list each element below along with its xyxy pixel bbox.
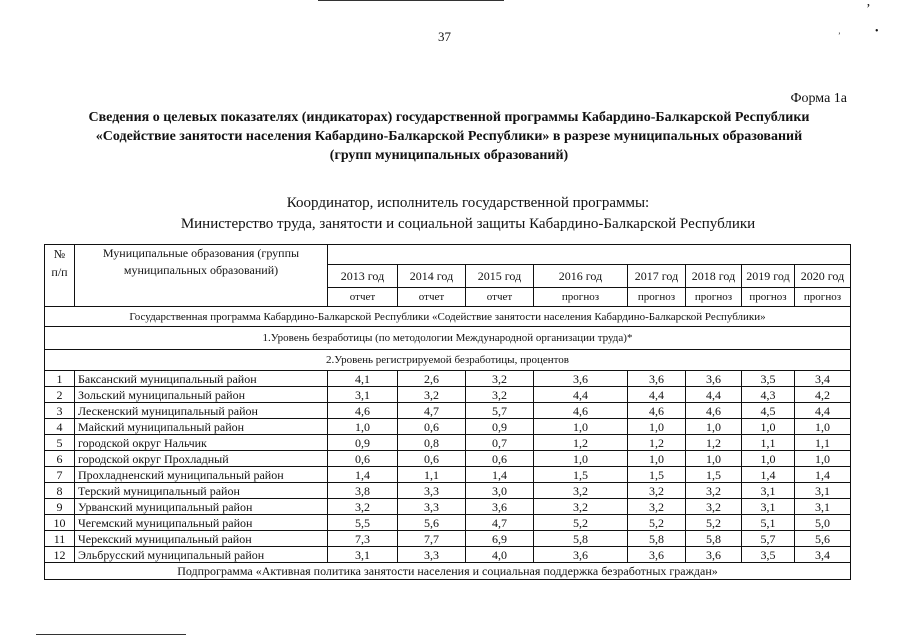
municipality-name: Урванский муниципальный район xyxy=(75,499,328,515)
program-row: Государственная программа Кабардино-Балкарской Республики «Содействие занятости населения Кабардино-Балкарской Республики» xyxy=(45,307,851,327)
value-cell: 3,2 xyxy=(466,371,534,387)
row-number: 4 xyxy=(45,419,75,435)
value-cell: 0,9 xyxy=(328,435,398,451)
table-row xyxy=(45,483,851,499)
status-header: отчет xyxy=(398,288,466,307)
value-cell: 2,6 xyxy=(398,371,466,387)
value-cell: 4,6 xyxy=(628,403,686,419)
value-cell: 5,2 xyxy=(628,515,686,531)
year-header: 2014 год xyxy=(398,265,466,288)
table-body xyxy=(45,245,851,580)
table-row xyxy=(45,531,851,547)
value-cell: 0,6 xyxy=(328,451,398,467)
municipality-name: Майский муниципальный район xyxy=(75,419,328,435)
value-cell: 1,5 xyxy=(628,467,686,483)
value-cell: 4,6 xyxy=(686,403,742,419)
value-cell: 4,5 xyxy=(742,403,795,419)
value-cell: 3,2 xyxy=(686,499,742,515)
indicators-table xyxy=(44,244,851,580)
value-cell: 3,4 xyxy=(795,371,851,387)
row-number: 3 xyxy=(45,403,75,419)
page-number: 37 xyxy=(438,29,451,44)
value-cell: 3,3 xyxy=(398,483,466,499)
value-cell: 5,8 xyxy=(628,531,686,547)
status-header: прогноз xyxy=(795,288,851,307)
value-cell: 1,4 xyxy=(466,467,534,483)
value-cell: 5,6 xyxy=(398,515,466,531)
value-cell: 5,7 xyxy=(466,403,534,419)
value-cell: 3,8 xyxy=(328,483,398,499)
value-cell: 1,4 xyxy=(742,467,795,483)
municipality-name: Чегемский муниципальный район xyxy=(75,515,328,531)
subprogram-row: Подпрограмма «Активная политика занятости населения и социальная поддержка безработных граждан» xyxy=(45,563,851,580)
value-cell: 5,7 xyxy=(742,531,795,547)
value-cell: 4,4 xyxy=(628,387,686,403)
value-cell: 1,0 xyxy=(795,419,851,435)
value-cell: 5,6 xyxy=(795,531,851,547)
municipality-name: Черекский муниципальный район xyxy=(75,531,328,547)
status-header: отчет xyxy=(328,288,398,307)
row-number: 8 xyxy=(45,483,75,499)
title-line: (групп муниципальных образований) xyxy=(329,148,569,163)
value-cell: 5,2 xyxy=(686,515,742,531)
year-header: 2017 год xyxy=(628,265,686,288)
value-cell: 3,6 xyxy=(686,547,742,563)
value-cell: 4,0 xyxy=(466,547,534,563)
value-cell: 5,1 xyxy=(742,515,795,531)
value-cell: 1,0 xyxy=(742,451,795,467)
value-cell: 0,7 xyxy=(466,435,534,451)
value-cell: 3,6 xyxy=(534,371,628,387)
value-cell: 6,9 xyxy=(466,531,534,547)
table-row xyxy=(45,515,851,531)
value-cell: 3,2 xyxy=(534,483,628,499)
value-cell: 3,2 xyxy=(534,499,628,515)
value-cell: 1,1 xyxy=(795,435,851,451)
value-cell: 3,1 xyxy=(795,483,851,499)
table-row xyxy=(45,371,851,387)
coordinator-line: Министерство труда, занятости и социальной защиты Кабардино-Балкарской Республики xyxy=(180,216,756,232)
table-row xyxy=(45,499,851,515)
top-rule xyxy=(318,0,504,1)
title-line: Сведения о целевых показателях (индикаторах) государственной программы Кабардино-Балкарской Республики xyxy=(88,110,810,125)
municipality-name: Лескенский муниципальный район xyxy=(75,403,328,419)
value-cell: 5,8 xyxy=(534,531,628,547)
value-cell: 3,1 xyxy=(742,483,795,499)
value-cell: 1,5 xyxy=(686,467,742,483)
value-cell: 3,4 xyxy=(795,547,851,563)
value-cell: 3,1 xyxy=(795,499,851,515)
value-cell: 0,8 xyxy=(398,435,466,451)
municipality-name: Баксанский муниципальный район xyxy=(75,371,328,387)
scan-mark: • xyxy=(875,26,879,37)
table-row xyxy=(45,451,851,467)
value-cell: 4,6 xyxy=(534,403,628,419)
value-cell: 4,4 xyxy=(795,403,851,419)
coordinator-block xyxy=(20,193,905,235)
value-cell: 3,1 xyxy=(328,387,398,403)
table-row xyxy=(45,419,851,435)
year-header: 2020 год xyxy=(795,265,851,288)
value-cell: 1,0 xyxy=(742,419,795,435)
value-cell: 5,5 xyxy=(328,515,398,531)
value-cell: 3,2 xyxy=(628,499,686,515)
value-cell: 3,1 xyxy=(742,499,795,515)
form-label: Форма 1а xyxy=(790,91,847,106)
status-header: прогноз xyxy=(534,288,628,307)
coordinator-line: Координатор, исполнитель государственной программы: xyxy=(286,195,650,211)
value-cell: 3,1 xyxy=(328,547,398,563)
municipality-name: Терский муниципальный район xyxy=(75,483,328,499)
year-header: 2019 год xyxy=(742,265,795,288)
value-cell: 1,2 xyxy=(534,435,628,451)
value-cell: 3,2 xyxy=(628,483,686,499)
value-cell: 0,9 xyxy=(466,419,534,435)
municipality-name: городской округ Прохладный xyxy=(75,451,328,467)
value-cell: 3,0 xyxy=(466,483,534,499)
value-cell: 1,0 xyxy=(534,419,628,435)
value-cell: 4,2 xyxy=(795,387,851,403)
value-cell: 1,0 xyxy=(534,451,628,467)
value-cell: 4,7 xyxy=(398,403,466,419)
header-years-group xyxy=(328,245,851,265)
table-row xyxy=(45,467,851,483)
table-row xyxy=(45,403,851,419)
value-cell: 3,5 xyxy=(742,547,795,563)
indicator-1-row: 1.Уровень безработицы (по методологии Международной организации труда)* xyxy=(45,327,851,350)
value-cell: 3,6 xyxy=(534,547,628,563)
value-cell: 1,0 xyxy=(328,419,398,435)
value-cell: 1,0 xyxy=(628,451,686,467)
municipality-name: городской округ Нальчик xyxy=(75,435,328,451)
row-number: 5 xyxy=(45,435,75,451)
table-row xyxy=(45,547,851,563)
value-cell: 4,4 xyxy=(534,387,628,403)
value-cell: 1,1 xyxy=(398,467,466,483)
year-header: 2015 год xyxy=(466,265,534,288)
municipality-name: Зольский муниципальный район xyxy=(75,387,328,403)
value-cell: 4,1 xyxy=(328,371,398,387)
row-number: 6 xyxy=(45,451,75,467)
bottom-rule xyxy=(36,634,186,635)
row-number: 11 xyxy=(45,531,75,547)
municipality-name: Эльбрусский муниципальный район xyxy=(75,547,328,563)
table-row xyxy=(45,435,851,451)
value-cell: 3,6 xyxy=(686,371,742,387)
value-cell: 5,8 xyxy=(686,531,742,547)
value-cell: 1,5 xyxy=(534,467,628,483)
value-cell: 1,0 xyxy=(628,419,686,435)
value-cell: 0,6 xyxy=(398,419,466,435)
row-number: 2 xyxy=(45,387,75,403)
value-cell: 1,2 xyxy=(628,435,686,451)
value-cell: 1,0 xyxy=(686,419,742,435)
scan-mark: ’ xyxy=(838,31,841,40)
value-cell: 0,6 xyxy=(398,451,466,467)
year-header: 2018 год xyxy=(686,265,742,288)
value-cell: 3,2 xyxy=(328,499,398,515)
value-cell: 7,7 xyxy=(398,531,466,547)
value-cell: 7,3 xyxy=(328,531,398,547)
value-cell: 3,6 xyxy=(466,499,534,515)
value-cell: 4,4 xyxy=(686,387,742,403)
indicator-2-row: 2.Уровень регистрируемой безработицы, процентов xyxy=(45,350,851,371)
year-header: 2016 год xyxy=(534,265,628,288)
value-cell: 3,5 xyxy=(742,371,795,387)
value-cell: 3,2 xyxy=(398,387,466,403)
header-number: № п/п xyxy=(45,245,75,307)
row-number: 7 xyxy=(45,467,75,483)
header-municipality: Муниципальные образования (группы муниципальных образований) xyxy=(75,245,328,307)
scan-mark: ’ xyxy=(866,2,871,17)
value-cell: 0,6 xyxy=(466,451,534,467)
value-cell: 1,4 xyxy=(328,467,398,483)
row-number: 1 xyxy=(45,371,75,387)
value-cell: 4,7 xyxy=(466,515,534,531)
table-row xyxy=(45,387,851,403)
value-cell: 3,6 xyxy=(628,547,686,563)
status-header: прогноз xyxy=(686,288,742,307)
value-cell: 4,6 xyxy=(328,403,398,419)
value-cell: 3,3 xyxy=(398,499,466,515)
value-cell: 5,2 xyxy=(534,515,628,531)
value-cell: 5,0 xyxy=(795,515,851,531)
municipality-name: Прохладненский муниципальный район xyxy=(75,467,328,483)
document-title xyxy=(20,108,878,165)
value-cell: 4,3 xyxy=(742,387,795,403)
value-cell: 1,0 xyxy=(795,451,851,467)
status-header: отчет xyxy=(466,288,534,307)
value-cell: 1,1 xyxy=(742,435,795,451)
row-number: 12 xyxy=(45,547,75,563)
status-header: прогноз xyxy=(742,288,795,307)
value-cell: 3,2 xyxy=(686,483,742,499)
value-cell: 3,2 xyxy=(466,387,534,403)
value-cell: 1,4 xyxy=(795,467,851,483)
title-line: «Содействие занятости населения Кабардино-Балкарской Республики» в разрезе муниципальных образований xyxy=(95,129,803,144)
value-cell: 3,3 xyxy=(398,547,466,563)
row-number: 9 xyxy=(45,499,75,515)
value-cell: 1,0 xyxy=(686,451,742,467)
value-cell: 3,6 xyxy=(628,371,686,387)
year-header: 2013 год xyxy=(328,265,398,288)
row-number: 10 xyxy=(45,515,75,531)
value-cell: 1,2 xyxy=(686,435,742,451)
status-header: прогноз xyxy=(628,288,686,307)
